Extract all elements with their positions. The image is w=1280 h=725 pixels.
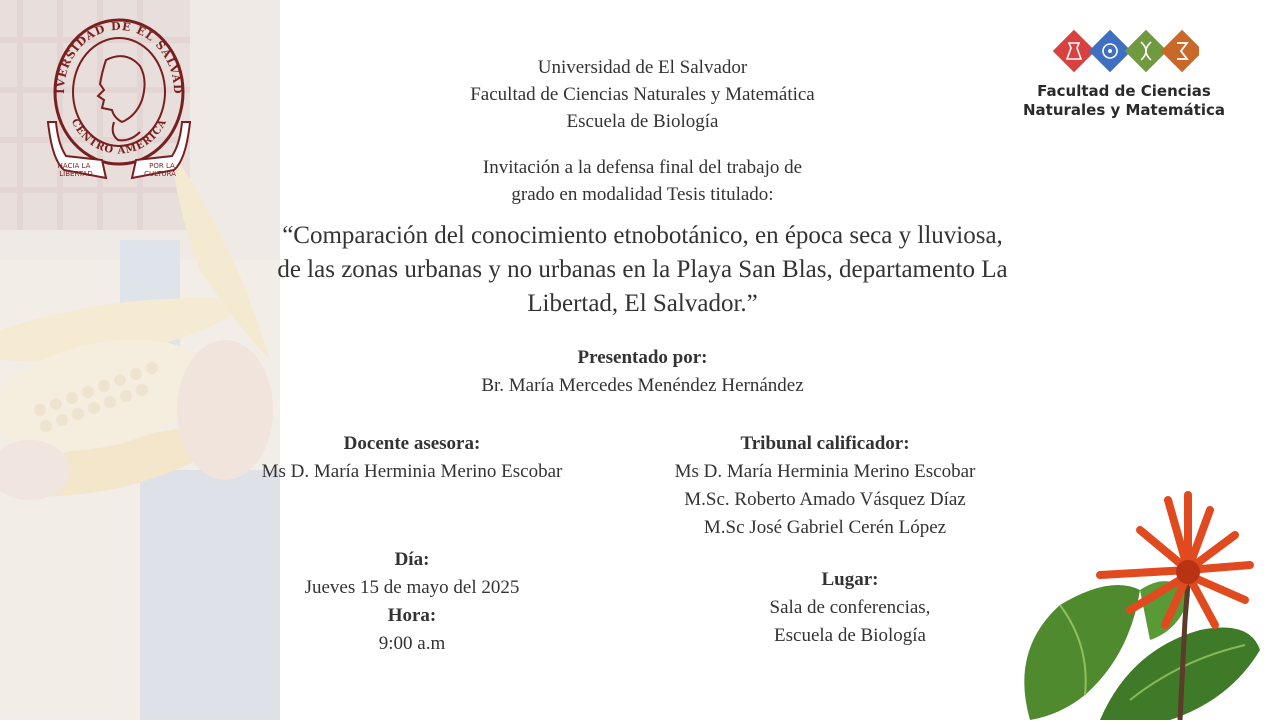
presenter-section <box>240 344 1045 400</box>
place-section <box>700 566 1000 650</box>
thesis-title-line2: de las zonas urbanas y no urbanas en la Playa San Blas, departamento La <box>277 256 1008 283</box>
faculty-logo <box>1016 28 1232 128</box>
university-name: Universidad de El Salvador <box>537 57 748 78</box>
invitation-line1: Invitación a la defensa final del trabajo de <box>482 157 803 178</box>
faculty-diamonds-logo-icon <box>1049 28 1199 76</box>
seal-right-ribbon-2: CULTURA <box>144 170 176 178</box>
presenter-label: Presentado por: <box>577 347 708 368</box>
faculty-name-line2: Naturales y Matemática <box>1023 101 1225 119</box>
place-line2: Escuela de Biología <box>774 625 926 646</box>
invitation-line2: grado en modalidad Tesis titulado: <box>511 184 774 205</box>
schedule-section <box>272 546 552 658</box>
thesis-title-line1: “Comparación del conocimiento etnobotánico, en época seca y lluviosa, <box>282 222 1003 249</box>
faculty-name-line1: Facultad de Ciencias <box>1037 82 1211 100</box>
seal-ring-text: IVERSIDAD DE EL SALVAD <box>53 19 185 95</box>
seal-bottom-text: CENTRO AMERICA <box>68 117 170 157</box>
day-label: Día: <box>394 549 430 570</box>
invitation-text <box>380 154 905 208</box>
faculty-name: Facultad de Ciencias Naturales y Matemática <box>470 84 815 105</box>
university-seal-icon <box>44 10 194 192</box>
tribunal-member: M.Sc José Gabriel Cerén López <box>703 517 947 538</box>
svg-text:UNIVERSIDAD DE EL SALVADOR <box>44 10 184 95</box>
seal-right-ribbon-1: POR LA <box>149 162 175 170</box>
red-flower-plant-icon <box>990 480 1280 720</box>
institution-header <box>240 54 1045 135</box>
day-value: Jueves 15 de mayo del 2025 <box>304 577 520 598</box>
seal-left-ribbon-1: HACIA LA <box>57 162 91 170</box>
tribunal-member: Ms D. María Herminia Merino Escobar <box>674 461 976 482</box>
place-label: Lugar: <box>821 569 879 590</box>
time-value: 9:00 a.m <box>378 633 446 654</box>
advisor-section <box>222 430 602 486</box>
place-line1: Sala de conferencias, <box>769 597 931 618</box>
school-name: Escuela de Biología <box>566 111 719 132</box>
presenter-name: Br. María Mercedes Menéndez Hernández <box>481 375 804 396</box>
tribunal-section <box>625 430 1025 542</box>
advisor-label: Docente asesora: <box>343 433 481 454</box>
tribunal-label: Tribunal calificador: <box>740 433 910 454</box>
advisor-name: Ms D. María Herminia Merino Escobar <box>261 461 563 482</box>
thesis-title-line3: Libertad, El Salvador.” <box>527 290 758 317</box>
seal-left-ribbon-2: LIBERTAD <box>59 170 93 178</box>
tribunal-member: M.Sc. Roberto Amado Vásquez Díaz <box>684 489 966 510</box>
time-label: Hora: <box>387 605 437 626</box>
thesis-title <box>240 219 1045 321</box>
